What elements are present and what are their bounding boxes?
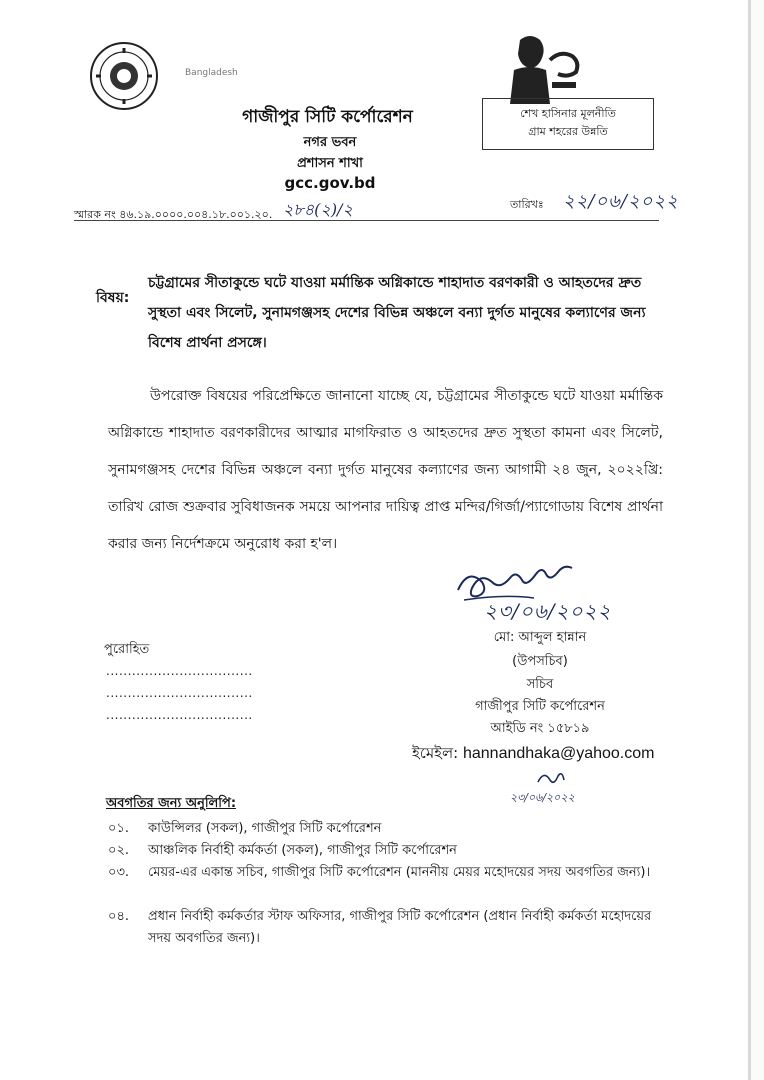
recipient-line-1: .................................. <box>106 664 253 678</box>
copy-to-text: প্রধান নির্বাহী কর্মকর্তার স্টাফ অফিসার, গাজীপুর সিটি কর্পোরেশন (প্রধান নির্বাহী কর্মকর্তা মহোদয়ের সদয় অবগতির জন্য)। <box>148 909 652 946</box>
header-divider <box>74 220 659 221</box>
signer-name: মো: আব্দুল হান্নান <box>493 630 587 645</box>
country-label: Bangladesh <box>185 68 238 78</box>
building-name: নগর ভবন <box>303 135 357 150</box>
body-paragraph: উপরোক্ত বিষয়ের পরিপ্রেক্ষিতে জানানো যাচ্ছে যে, চট্টগ্রামের সীতাকুন্ডে ঘটে যাওয়া মর্মান্তিক অগ্নিকান্ডে শাহাদাত বরণকারীদের আত্মার মাগফিরাত ও আহতদের দ্রুত সুস্থতা কামনা এবং সিলেট, সুনামগঞ্জসহ দেশের বিভিন্ন অঞ্চলে বন্যা দুর্গত মানুষের কল্যাণের জন্য আগামী ২৪ জুন, ২০২২খ্রি: তারিখ রোজ শুক্রবার সুবিধাজনক সময়ে আপনার দায়িত্ব প্রাপ্ত মন্দির/গির্জা/প্যাগোডায় বিশেষ প্রার্থনা করার জন্য নির্দেশক্রমে অনুরোধ করা হ'ল। <box>108 388 663 552</box>
date-label: তারিখঃ <box>510 198 544 211</box>
memo-number-label: স্মারক নং ৪৬.১৯.০০০০.০০৪.১৮.০০১.২০. <box>74 208 273 221</box>
recipient-line-3: .................................. <box>106 708 253 722</box>
copy-to-number: ০৩. <box>108 865 130 880</box>
mujib-year-logo <box>500 30 590 108</box>
email-address: hannandhaka@yahoo.com <box>462 745 655 762</box>
copy-to-text: কাউন্সিলর (সকল), গাজীপুর সিটি কর্পোরেশন <box>148 821 382 836</box>
motto-line-2: গ্রাম শহরের উন্নতি <box>528 125 608 138</box>
email-label: ইমেইল: <box>412 744 459 762</box>
signer-email <box>412 742 654 767</box>
recipient-label: পুরোহিত <box>104 642 150 657</box>
copy-to-item <box>108 840 678 862</box>
signer-organization: গাজীপুর সিটি কর্পোরেশন <box>475 699 605 714</box>
copy-to-item <box>108 906 678 950</box>
copy-to-text: মেয়র-এর একান্ত সচিব, গাজীপুর সিটি কর্পোরেশন (মাননীয় মেয়র মহোদয়ের সদয় অবগতির জন্য)। <box>148 865 651 880</box>
recipient-line-2: .................................. <box>106 686 253 700</box>
initial-date-handwritten: ২৩/০৬/২০২২ <box>510 791 575 804</box>
organization-name: গাজীপুর সিটি কর্পোরেশন <box>242 107 413 127</box>
subject-label: বিষয়: <box>96 290 130 306</box>
signer-id: আইডি নং ১৫৮১৯ <box>490 721 590 736</box>
date-handwritten: ২২/০৬/২০২২ <box>563 191 679 212</box>
signer-designation: (উপসচিব) <box>512 654 568 669</box>
copy-to-text: আঞ্চলিক নির্বাহী কর্মকর্তা (সকল), গাজীপুর সিটি কর্পোরেশন <box>148 843 457 858</box>
copy-to-number: ০২. <box>108 843 130 858</box>
copy-to-number: ০১. <box>108 821 130 836</box>
motto-box <box>482 98 654 150</box>
copy-to-item <box>108 862 678 884</box>
copy-to-heading: অবগতির জন্য অনুলিপি: <box>106 796 237 811</box>
city-corporation-seal-logo <box>88 40 160 112</box>
memo-number-handwritten: ২৮৪(২)/২ <box>283 200 353 219</box>
signer-title: সচিব <box>526 677 554 692</box>
subject-text: চট্টগ্রামের সীতাকুন্ডে ঘটে যাওয়া মর্মান্তিক অগ্নিকান্ডে শাহাদাত বরণকারী ও আহতদের দ্রুত সুস্থতা এবং সিলেট, সুনামগঞ্জসহ দেশের বিভিন্ন অঞ্চলে বন্যা দুর্গত মানুষের কল্যাণের জন্য বিশেষ প্রার্থনা প্রসঙ্গে। <box>148 275 646 351</box>
copy-to-number: ০৪. <box>108 909 130 924</box>
branch-name: প্রশাসন শাখা <box>297 156 363 171</box>
copy-to-item <box>108 818 678 840</box>
motto-line-1: শেখ হাসিনার মূলনীতি <box>520 107 616 120</box>
handwritten-initial <box>536 768 566 788</box>
website-text: gcc.gov.bd <box>284 174 376 192</box>
signature-date-handwritten: ২৩/০৬/২০২২ <box>484 599 612 623</box>
